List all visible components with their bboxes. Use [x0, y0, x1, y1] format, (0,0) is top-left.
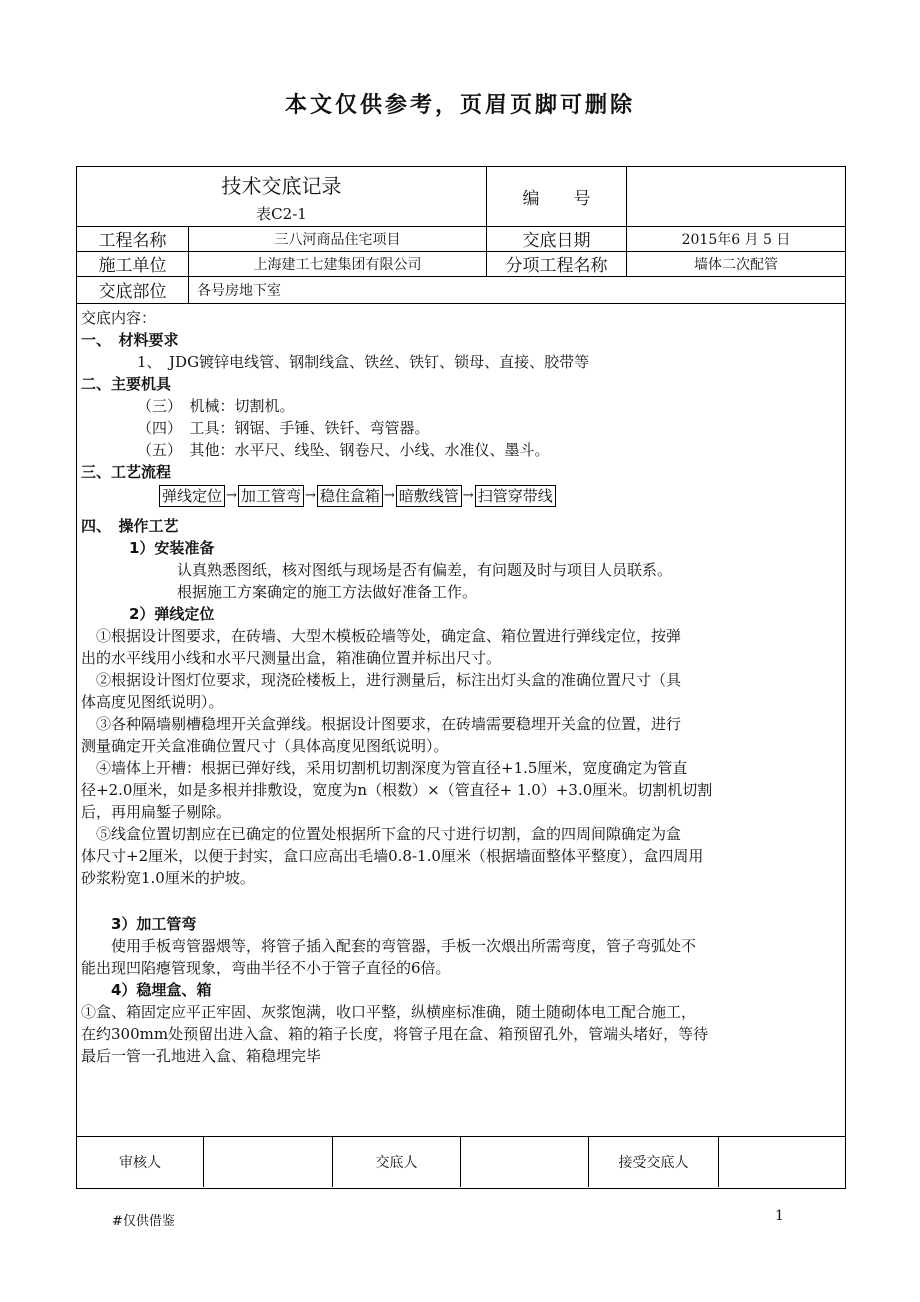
page-number: 1 [775, 1208, 784, 1224]
step-2-line-6: 测量确定开关盒准确位置尺寸（具体高度见图纸说明）。 [81, 737, 449, 755]
arrow-right-icon: → [226, 488, 237, 503]
tool-line-machine: （三） 机械：切割机。 [137, 397, 295, 415]
step-2-line-9: 后，再用扁錾子剔除。 [81, 803, 232, 821]
header-row [77, 167, 845, 227]
disclosure-form [76, 166, 846, 1189]
date-value: 2015年6 月 5 日 [681, 231, 791, 248]
step-2-line-11: 体尺寸+2厘米，以便于封实，盒口应高出毛墙0.8-1.0厘米（根据墙面整体平整度），盒四周用 [81, 847, 704, 865]
form-title-cell [77, 167, 487, 226]
step-4-line-2: 在约300mm处预留出进入盒、箱的箱子长度，将管子甩在盒、箱预留孔外，管端头堵好，等待 [81, 1025, 709, 1043]
disclosure-content [81, 307, 841, 1128]
date-label: 交底日期 [487, 226, 627, 251]
section-4-title: 四、 操作工艺 [81, 517, 179, 535]
tool-line-hand: （四） 工具：钢锯、手锤、铁钎、弯管器。 [137, 419, 430, 437]
number-label: 编 号 [487, 167, 627, 226]
content-intro: 交底内容： [81, 309, 157, 327]
discloser-label: 交底人 [333, 1137, 461, 1187]
section-2-title: 二、主要机具 [81, 375, 172, 393]
step-2-line-4: 体高度见图纸说明）。 [81, 693, 224, 711]
flow-step-1: 弹线定位 [159, 485, 225, 507]
subitem-value: 墙体二次配管 [694, 256, 778, 273]
step-2-title: 2）弹线定位 [129, 605, 215, 623]
form-title: 技术交底记录 [221, 173, 342, 198]
step-3-line-1: 使用手板弯管器煨等，将管子插入配套的弯管器，手板一次煨出所需弯度，管子弯弧处不 [111, 937, 697, 955]
flow-step-4: 暗敷线管 [396, 485, 462, 507]
discloser-signature[interactable] [461, 1137, 589, 1187]
arrow-right-icon: → [383, 488, 395, 503]
location-row [77, 276, 845, 304]
receiver-label: 接受交底人 [589, 1137, 719, 1187]
arrow-right-icon: → [304, 488, 316, 503]
reviewer-label: 审核人 [77, 1137, 204, 1187]
material-line: 1、 JDG镀锌电线管、钢制线盒、铁丝、铁钉、锁母、直接、胶带等 [137, 353, 590, 371]
unit-row [77, 251, 845, 277]
step-2-line-5: ③各种隔墙剔槽稳埋开关盒弹线。根据设计图要求，在砖墙需要稳埋开关盒的位置，进行 [96, 715, 682, 733]
step-2-line-1: ①根据设计图要求，在砖墙、大型木模板砼墙等处，确定盒、箱位置进行弹线定位，按弹 [96, 627, 682, 645]
section-3-title: 三、工艺流程 [81, 463, 172, 481]
project-label: 工程名称 [77, 226, 189, 251]
form-number: 表C2-1 [256, 204, 307, 223]
project-value: 三八河商品住宅项目 [189, 226, 487, 251]
step-4-title: 4）稳埋盒、箱 [111, 981, 212, 999]
step-2-line-8: 径+2.0厘米，如是多根并排敷设，宽度为n（根数）×（管直径+ 1.0）+3.0厘米。切割机切割 [81, 781, 713, 799]
flow-step-3: 稳住盒箱 [317, 485, 383, 507]
step-2-line-12: 砂浆粉宽1.0厘米的护坡。 [81, 869, 255, 887]
project-row [77, 226, 845, 252]
tool-line-other: （五） 其他：水平尺、线坠、钢卷尺、小线、水准仪、墨斗。 [137, 441, 550, 459]
reviewer-signature[interactable] [204, 1137, 333, 1187]
receiver-signature[interactable] [719, 1137, 845, 1187]
number-value[interactable] [627, 167, 845, 226]
step-2-line-7: ④墙体上开槽：根据已弹好线，采用切割机切割深度为管直径+1.5厘米，宽度确定为管直 [96, 759, 688, 777]
step-1-line-2: 根据施工方案确定的施工方法做好准备工作。 [177, 583, 478, 601]
step-3-title: 3）加工管弯 [111, 915, 197, 933]
location-value: 各号房地下室 [197, 282, 281, 299]
flow-step-2: 加工管弯 [238, 485, 304, 507]
location-label: 交底部位 [77, 276, 189, 303]
step-2-line-2: 出的水平线用小线和水平尺测量出盒，箱准确位置并标出尺寸。 [81, 649, 502, 667]
step-1-title: 1）安装准备 [129, 539, 215, 557]
subitem-label: 分项工程名称 [487, 251, 627, 276]
step-2-line-3: ②根据设计图灯位要求，现浇砼楼板上，进行测量后，标注出灯头盒的准确位置尺寸（具 [96, 671, 682, 689]
process-flow [159, 485, 841, 507]
step-3-line-2: 能出现凹陷瘪管现象，弯曲半径不小于管子直径的6倍。 [81, 959, 451, 977]
watermark-banner: 本文仅供参考，页眉页脚可删除 [284, 93, 635, 118]
arrow-right-icon: → [462, 488, 474, 503]
footer-note: #仅供借鉴 [112, 1214, 175, 1229]
unit-value: 上海建工七建集团有限公司 [189, 251, 487, 276]
signoff-row [77, 1136, 845, 1187]
section-1-title: 一、 材料要求 [81, 331, 179, 349]
flow-step-5: 扫管穿带线 [475, 485, 556, 507]
step-1-line-1: 认真熟悉图纸，核对图纸与现场是否有偏差，有问题及时与项目人员联系。 [177, 561, 673, 579]
unit-label: 施工单位 [77, 251, 189, 276]
step-2-line-10: ⑤线盒位置切割应在已确定的位置处根据所下盒的尺寸进行切割，盒的四周间隙确定为盒 [96, 825, 682, 843]
step-4-line-1: ①盒、箱固定应平正牢固、灰浆饱满，收口平整，纵横座标准确，随土随砌体电工配合施工， [81, 1003, 697, 1021]
step-4-line-3: 最后一管一孔地进入盒、箱稳埋完毕 [81, 1047, 322, 1065]
